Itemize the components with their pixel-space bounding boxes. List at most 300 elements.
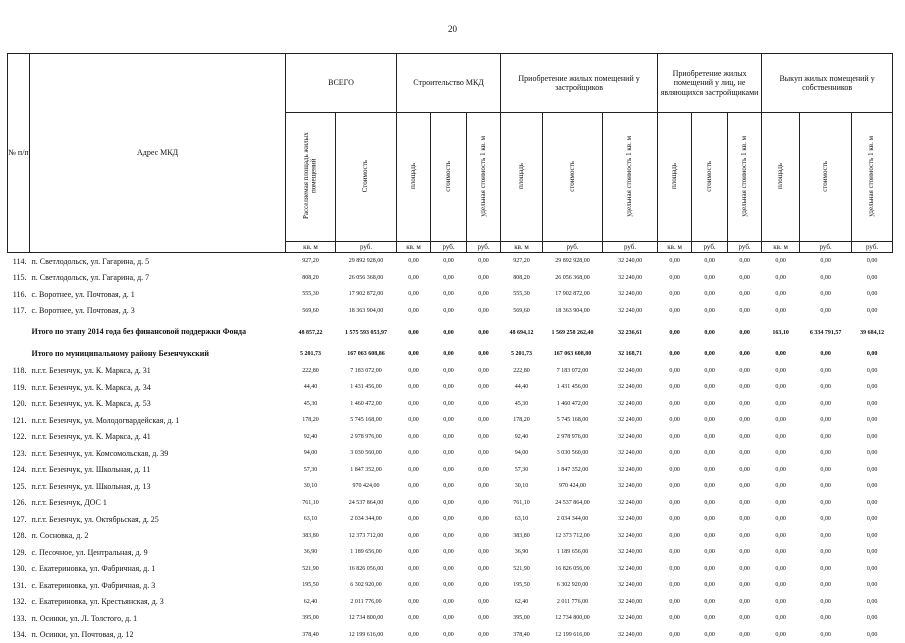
value-cell: 0,00: [852, 379, 893, 396]
value-cell: 0,00: [692, 396, 728, 413]
value-cell: 1 847 352,00: [543, 462, 603, 479]
value-cell: 0,00: [800, 253, 852, 270]
value-cell: 0,00: [762, 429, 800, 446]
value-cell: 0,00: [728, 528, 762, 545]
subheader-label: удельная стоимость 1 кв. м: [868, 136, 876, 217]
value-cell: 0,00: [397, 511, 431, 528]
value-cell: 1 569 258 262,40: [543, 319, 603, 346]
value-cell: 0,00: [397, 544, 431, 561]
table-row: [8, 270, 893, 287]
subheader-cell: [800, 113, 852, 242]
value-cell: 0,00: [431, 319, 467, 346]
value-cell: 0,00: [762, 627, 800, 643]
row-number: 131.: [8, 577, 30, 594]
table-row: [8, 412, 893, 429]
value-cell: 0,00: [658, 627, 692, 643]
group-header-developer-purchase: Приобретение жилых помещений у застройщиков: [501, 54, 658, 113]
value-cell: 0,00: [397, 528, 431, 545]
value-cell: 0,00: [397, 379, 431, 396]
row-number: 125.: [8, 478, 30, 495]
value-cell: 0,00: [467, 462, 501, 479]
col-address-header: Адрес МКД: [30, 54, 286, 253]
value-cell: 927,20: [501, 253, 543, 270]
table-row: [8, 319, 893, 346]
value-cell: 0,00: [692, 379, 728, 396]
value-cell: 0,00: [852, 544, 893, 561]
value-cell: 0,00: [852, 346, 893, 363]
value-cell: 0,00: [431, 346, 467, 363]
value-cell: 0,00: [397, 303, 431, 320]
value-cell: 0,00: [692, 544, 728, 561]
unit-cell: руб.: [852, 242, 893, 253]
row-address: п.г.т. Безенчук, ул. К. Маркса, д. 31: [30, 363, 286, 380]
value-cell: 0,00: [762, 577, 800, 594]
value-cell: 32 240,00: [603, 627, 658, 643]
value-cell: 44,40: [286, 379, 336, 396]
value-cell: 0,00: [397, 594, 431, 611]
subheader-cell: [543, 113, 603, 242]
value-cell: 63,10: [501, 511, 543, 528]
table-header: [8, 54, 893, 253]
value-cell: 0,00: [800, 412, 852, 429]
value-cell: 0,00: [762, 478, 800, 495]
value-cell: 0,00: [692, 478, 728, 495]
value-cell: 0,00: [658, 270, 692, 287]
value-cell: 0,00: [431, 511, 467, 528]
value-cell: 0,00: [728, 462, 762, 479]
value-cell: 0,00: [431, 495, 467, 512]
value-cell: 0,00: [658, 412, 692, 429]
value-cell: 0,00: [692, 286, 728, 303]
value-cell: 0,00: [692, 319, 728, 346]
value-cell: 761,10: [501, 495, 543, 512]
subheader-cell: [603, 113, 658, 242]
row-number: 123.: [8, 445, 30, 462]
value-cell: 0,00: [397, 412, 431, 429]
value-cell: 0,00: [658, 286, 692, 303]
value-cell: 0,00: [692, 363, 728, 380]
value-cell: 1 575 593 053,97: [336, 319, 397, 346]
row-address: п.г.т. Безенчук, ул. Школьная, д. 13: [30, 478, 286, 495]
group-header-other-purchase: Приобретение жилых помещений у лиц, не являющихся застройщиками: [658, 54, 762, 113]
row-number: 116.: [8, 286, 30, 303]
row-number: 128.: [8, 528, 30, 545]
value-cell: 167 063 608,86: [336, 346, 397, 363]
value-cell: 395,00: [501, 610, 543, 627]
unit-cell: кв. м: [397, 242, 431, 253]
value-cell: 0,00: [692, 270, 728, 287]
row-number: 114.: [8, 253, 30, 270]
subheader-cell: [431, 113, 467, 242]
value-cell: 0,00: [852, 528, 893, 545]
value-cell: 383,80: [286, 528, 336, 545]
value-cell: 32 240,00: [603, 303, 658, 320]
value-cell: 0,00: [762, 270, 800, 287]
value-cell: 45,30: [501, 396, 543, 413]
row-number: 133.: [8, 610, 30, 627]
value-cell: 0,00: [467, 478, 501, 495]
value-cell: 0,00: [800, 544, 852, 561]
value-cell: 32 240,00: [603, 594, 658, 611]
value-cell: 0,00: [467, 445, 501, 462]
value-cell: 32 236,61: [603, 319, 658, 346]
value-cell: 7 183 072,00: [543, 363, 603, 380]
row-address: с. Воротнее, ул. Почтовая, д. 1: [30, 286, 286, 303]
value-cell: 0,00: [397, 445, 431, 462]
value-cell: 36,90: [501, 544, 543, 561]
value-cell: 0,00: [728, 286, 762, 303]
value-cell: 12 373 712,00: [543, 528, 603, 545]
table-row: [8, 577, 893, 594]
subheader-label: Расселяемая площадь жилых помещений: [303, 116, 318, 236]
value-cell: 0,00: [762, 396, 800, 413]
table-row: [8, 445, 893, 462]
value-cell: 0,00: [467, 544, 501, 561]
value-cell: 0,00: [397, 270, 431, 287]
value-cell: 0,00: [692, 253, 728, 270]
value-cell: 555,30: [286, 286, 336, 303]
value-cell: 0,00: [800, 346, 852, 363]
value-cell: 16 826 056,00: [543, 561, 603, 578]
value-cell: 0,00: [467, 577, 501, 594]
row-number: 129.: [8, 544, 30, 561]
value-cell: 0,00: [467, 396, 501, 413]
value-cell: 0,00: [852, 627, 893, 643]
group-header-construction: Строительство МКД: [397, 54, 501, 113]
value-cell: 0,00: [692, 561, 728, 578]
row-address: с. Воротнее, ул. Почтовая, д. 3: [30, 303, 286, 320]
value-cell: 0,00: [728, 495, 762, 512]
value-cell: 395,00: [286, 610, 336, 627]
subheader-cell: [852, 113, 893, 242]
value-cell: 0,00: [467, 286, 501, 303]
value-cell: 0,00: [728, 379, 762, 396]
value-cell: 3 030 560,00: [336, 445, 397, 462]
unit-cell: кв. м: [658, 242, 692, 253]
value-cell: 94,00: [501, 445, 543, 462]
value-cell: 1 431 456,00: [543, 379, 603, 396]
value-cell: 32 240,00: [603, 561, 658, 578]
subheader-label: площадь: [518, 163, 526, 189]
row-number: 119.: [8, 379, 30, 396]
value-cell: 0,00: [658, 577, 692, 594]
value-cell: 2 011 776,00: [543, 594, 603, 611]
value-cell: 17 902 872,00: [336, 286, 397, 303]
row-address: с. Екатериновка, ул. Фабричная, д. 1: [30, 561, 286, 578]
row-number: 134.: [8, 627, 30, 643]
row-number: 122.: [8, 429, 30, 446]
value-cell: 0,00: [431, 303, 467, 320]
value-cell: 0,00: [467, 594, 501, 611]
row-number: 118.: [8, 363, 30, 380]
group-header-buyout: Выкуп жилых помещений у собственников: [762, 54, 893, 113]
value-cell: 0,00: [800, 379, 852, 396]
row-address: с. Екатериновка, ул. Фабричная, д. 3: [30, 577, 286, 594]
unit-cell: руб.: [431, 242, 467, 253]
value-cell: 0,00: [852, 286, 893, 303]
value-cell: 0,00: [467, 303, 501, 320]
value-cell: 0,00: [762, 594, 800, 611]
value-cell: 0,00: [728, 594, 762, 611]
value-cell: 0,00: [762, 511, 800, 528]
value-cell: 48 857,22: [286, 319, 336, 346]
row-address: п.г.т. Безенчук, ул. Октябрьская, д. 25: [30, 511, 286, 528]
value-cell: 0,00: [728, 346, 762, 363]
unit-cell: кв. м: [762, 242, 800, 253]
value-cell: 0,00: [658, 346, 692, 363]
row-address: п.г.т. Безенчук, ул. К. Маркса, д. 34: [30, 379, 286, 396]
row-address: п.г.т. Безенчук, ул. К. Маркса, д. 53: [30, 396, 286, 413]
value-cell: 57,30: [501, 462, 543, 479]
value-cell: 2 034 344,00: [543, 511, 603, 528]
table-row: [8, 528, 893, 545]
value-cell: 0,00: [467, 627, 501, 643]
value-cell: 808,20: [286, 270, 336, 287]
value-cell: 0,00: [762, 610, 800, 627]
row-number: 127.: [8, 511, 30, 528]
value-cell: 32 240,00: [603, 286, 658, 303]
value-cell: 62,40: [501, 594, 543, 611]
row-address: п.г.т. Безенчук, ул. К. Маркса, д. 41: [30, 429, 286, 446]
value-cell: 12 199 616,00: [543, 627, 603, 643]
value-cell: 5 745 168,00: [543, 412, 603, 429]
row-number: [8, 346, 30, 363]
value-cell: 0,00: [658, 462, 692, 479]
value-cell: 5 201,73: [501, 346, 543, 363]
value-cell: 0,00: [658, 363, 692, 380]
value-cell: 0,00: [852, 462, 893, 479]
value-cell: 0,00: [692, 346, 728, 363]
table-row: [8, 462, 893, 479]
value-cell: 0,00: [658, 429, 692, 446]
value-cell: 378,40: [501, 627, 543, 643]
value-cell: 0,00: [728, 610, 762, 627]
value-cell: 378,40: [286, 627, 336, 643]
value-cell: 12 734 800,00: [543, 610, 603, 627]
table-row: [8, 379, 893, 396]
value-cell: 0,00: [431, 379, 467, 396]
value-cell: 0,00: [397, 478, 431, 495]
value-cell: 0,00: [431, 462, 467, 479]
subheader-cell: [762, 113, 800, 242]
value-cell: 63,10: [286, 511, 336, 528]
value-cell: 555,30: [501, 286, 543, 303]
value-cell: 0,00: [431, 561, 467, 578]
value-cell: 0,00: [431, 445, 467, 462]
value-cell: 0,00: [728, 363, 762, 380]
value-cell: 1 460 472,00: [336, 396, 397, 413]
value-cell: 0,00: [467, 319, 501, 346]
table-row: [8, 346, 893, 363]
value-cell: 0,00: [728, 253, 762, 270]
value-cell: 1 189 656,00: [336, 544, 397, 561]
value-cell: 0,00: [800, 270, 852, 287]
value-cell: 0,00: [467, 429, 501, 446]
value-cell: 32 240,00: [603, 610, 658, 627]
value-cell: 0,00: [658, 511, 692, 528]
row-address: п.г.т. Безенчук, ул. Комсомольская, д. 39: [30, 445, 286, 462]
value-cell: 0,00: [658, 544, 692, 561]
row-address: п. Светлодольск, ул. Гагарина, д. 7: [30, 270, 286, 287]
value-cell: 927,20: [286, 253, 336, 270]
value-cell: 0,00: [728, 627, 762, 643]
value-cell: 6 302 920,00: [336, 577, 397, 594]
value-cell: 0,00: [431, 429, 467, 446]
value-cell: 0,00: [762, 544, 800, 561]
value-cell: 0,00: [800, 462, 852, 479]
table-row: [8, 429, 893, 446]
row-number: 126.: [8, 495, 30, 512]
table-row: [8, 561, 893, 578]
subheader-label: площадь: [410, 163, 418, 189]
value-cell: 32 240,00: [603, 511, 658, 528]
value-cell: 0,00: [852, 495, 893, 512]
value-cell: 0,00: [800, 594, 852, 611]
value-cell: 24 537 864,00: [543, 495, 603, 512]
value-cell: 0,00: [467, 253, 501, 270]
value-cell: 0,00: [762, 379, 800, 396]
value-cell: 0,00: [692, 429, 728, 446]
value-cell: 0,00: [467, 495, 501, 512]
row-address: п. Сосновка, д. 2: [30, 528, 286, 545]
table-row: [8, 253, 893, 270]
value-cell: 0,00: [852, 511, 893, 528]
value-cell: 0,00: [658, 445, 692, 462]
value-cell: 0,00: [800, 286, 852, 303]
unit-cell: кв. м: [501, 242, 543, 253]
group-header-total: ВСЕГО: [286, 54, 397, 113]
subheader-cell: [501, 113, 543, 242]
value-cell: 30,10: [286, 478, 336, 495]
value-cell: 0,00: [852, 561, 893, 578]
subheader-cell: [286, 113, 336, 242]
value-cell: 2 978 976,00: [543, 429, 603, 446]
value-cell: 0,00: [397, 319, 431, 346]
value-cell: 178,20: [286, 412, 336, 429]
value-cell: 0,00: [692, 610, 728, 627]
value-cell: 32 240,00: [603, 495, 658, 512]
value-cell: 45,30: [286, 396, 336, 413]
table-row: [8, 286, 893, 303]
table-row: [8, 610, 893, 627]
value-cell: 0,00: [467, 511, 501, 528]
col-num-header: № п/п: [8, 54, 30, 253]
value-cell: 1 847 352,00: [336, 462, 397, 479]
value-cell: 222,80: [501, 363, 543, 380]
value-cell: 0,00: [692, 511, 728, 528]
value-cell: 0,00: [397, 396, 431, 413]
value-cell: 26 056 368,00: [543, 270, 603, 287]
value-cell: 222,80: [286, 363, 336, 380]
value-cell: 32 240,00: [603, 396, 658, 413]
value-cell: 92,40: [501, 429, 543, 446]
value-cell: 761,10: [286, 495, 336, 512]
value-cell: 3 030 560,00: [543, 445, 603, 462]
subheader-label: площадь: [777, 163, 785, 189]
value-cell: 32 240,00: [603, 478, 658, 495]
unit-cell: руб.: [467, 242, 501, 253]
row-address: п. Осинки, ул. Почтовая, д. 12: [30, 627, 286, 643]
value-cell: 32 240,00: [603, 379, 658, 396]
row-address: п.г.т. Безенчук, ул. Молодогвардейская, д. 1: [30, 412, 286, 429]
table-body: [8, 253, 893, 643]
row-number: 121.: [8, 412, 30, 429]
value-cell: 0,00: [762, 462, 800, 479]
value-cell: 0,00: [762, 528, 800, 545]
table-row: [8, 511, 893, 528]
row-number: 130.: [8, 561, 30, 578]
value-cell: 2 978 976,00: [336, 429, 397, 446]
value-cell: 0,00: [431, 253, 467, 270]
value-cell: 0,00: [467, 346, 501, 363]
value-cell: 0,00: [762, 495, 800, 512]
value-cell: 6 302 920,00: [543, 577, 603, 594]
subheader-cell: [336, 113, 397, 242]
value-cell: 0,00: [762, 363, 800, 380]
value-cell: 6 334 791,57: [800, 319, 852, 346]
value-cell: 0,00: [397, 363, 431, 380]
value-cell: 0,00: [658, 495, 692, 512]
value-cell: 521,90: [286, 561, 336, 578]
unit-cell: руб.: [800, 242, 852, 253]
row-number: 117.: [8, 303, 30, 320]
value-cell: 0,00: [692, 577, 728, 594]
value-cell: 0,00: [658, 594, 692, 611]
row-address: с. Песочное, ул. Центральная, д. 9: [30, 544, 286, 561]
value-cell: 0,00: [431, 286, 467, 303]
value-cell: 0,00: [800, 363, 852, 380]
value-cell: 0,00: [397, 627, 431, 643]
value-cell: 0,00: [728, 577, 762, 594]
value-cell: 5 201,73: [286, 346, 336, 363]
value-cell: 18 363 904,00: [336, 303, 397, 320]
value-cell: 57,30: [286, 462, 336, 479]
subheader-label: удельная стоимость 1 кв. м: [741, 136, 749, 217]
value-cell: 0,00: [431, 363, 467, 380]
value-cell: 0,00: [800, 478, 852, 495]
value-cell: 0,00: [658, 528, 692, 545]
value-cell: 0,00: [658, 478, 692, 495]
value-cell: 0,00: [852, 478, 893, 495]
value-cell: 163,10: [762, 319, 800, 346]
value-cell: 32 240,00: [603, 412, 658, 429]
value-cell: 12 373 712,00: [336, 528, 397, 545]
value-cell: 12 199 616,00: [336, 627, 397, 643]
value-cell: 39 684,12: [852, 319, 893, 346]
value-cell: 0,00: [852, 610, 893, 627]
value-cell: 0,00: [692, 528, 728, 545]
value-cell: 0,00: [658, 396, 692, 413]
value-cell: 0,00: [728, 511, 762, 528]
value-cell: 0,00: [397, 610, 431, 627]
value-cell: 30,10: [501, 478, 543, 495]
row-address: Итого по муниципальному району Безенчукский: [30, 346, 286, 363]
value-cell: 0,00: [431, 412, 467, 429]
value-cell: 0,00: [728, 412, 762, 429]
value-cell: 0,00: [692, 495, 728, 512]
value-cell: 0,00: [658, 561, 692, 578]
value-cell: 7 183 072,00: [336, 363, 397, 380]
value-cell: 970 424,00: [336, 478, 397, 495]
value-cell: 0,00: [852, 412, 893, 429]
value-cell: 32 240,00: [603, 462, 658, 479]
value-cell: 5 745 168,00: [336, 412, 397, 429]
subheader-label: стоимость: [445, 161, 453, 192]
value-cell: 0,00: [467, 561, 501, 578]
table-row: [8, 627, 893, 643]
value-cell: 383,80: [501, 528, 543, 545]
value-cell: 0,00: [728, 445, 762, 462]
